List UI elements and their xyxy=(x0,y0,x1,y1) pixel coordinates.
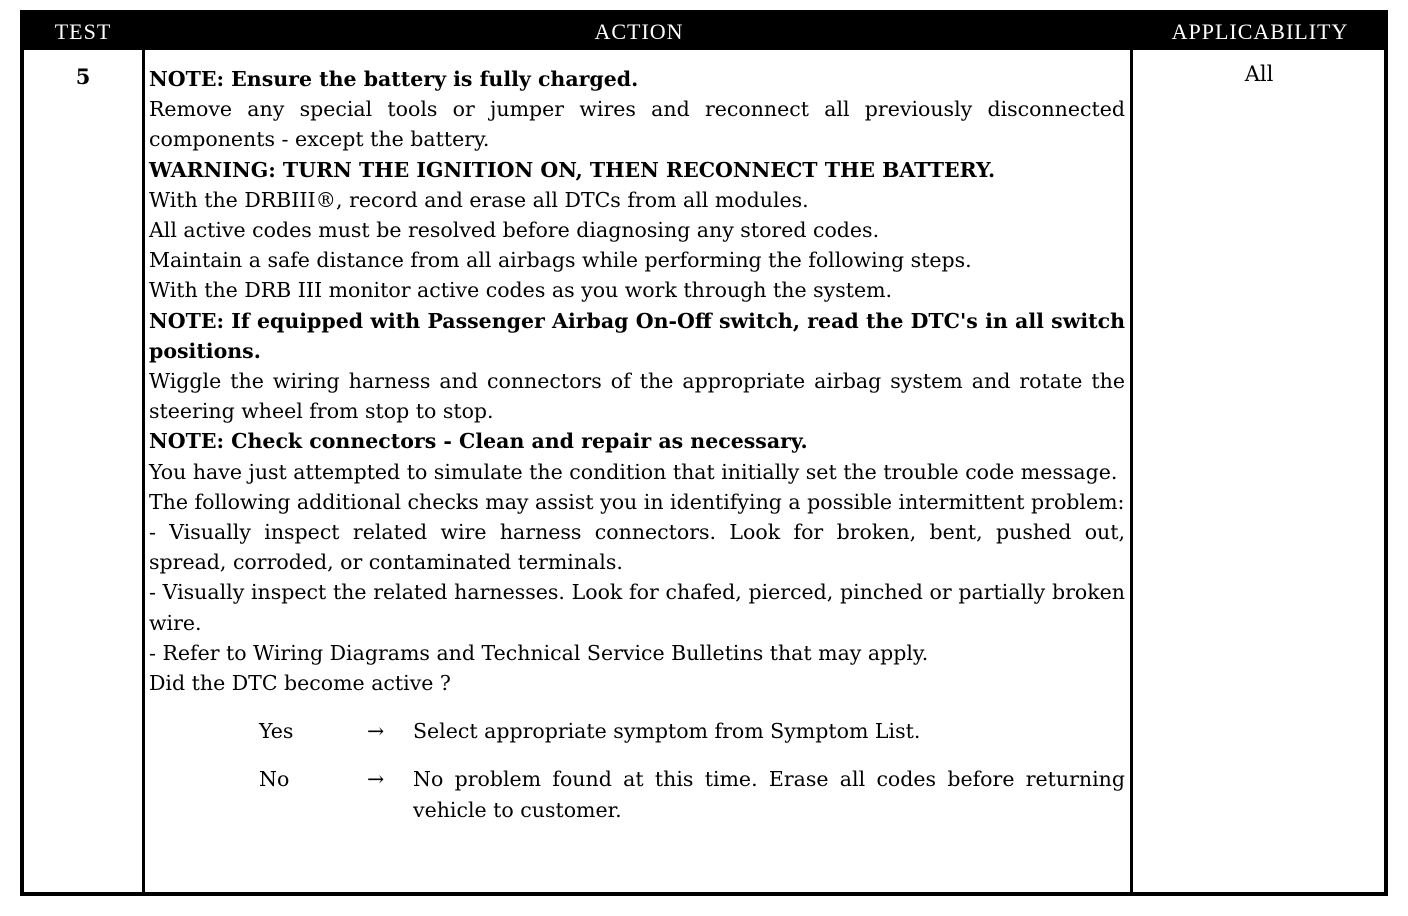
instruction-line: - Refer to Wiring Diagrams and Technical Service Bulletins that may apply. xyxy=(149,640,929,665)
instruction-line: You have just attempted to simulate the condition that initially set the trouble code message. xyxy=(149,459,1118,484)
answer-row-no xyxy=(149,764,1125,824)
column-divider xyxy=(1130,50,1133,892)
answer-row-yes xyxy=(149,716,1125,746)
arrow-right-icon: → xyxy=(367,767,385,792)
note-line: NOTE: If equipped with Passenger Airbag On-Off switch, read the DTC's in all switch positions. xyxy=(149,308,1125,363)
note-line: NOTE: Ensure the battery is fully charged. xyxy=(149,67,639,91)
action-cell xyxy=(149,64,1125,843)
answer-text: No problem found at this time. Erase all codes before returning vehicle to customer. xyxy=(413,767,1125,822)
header-test: TEST xyxy=(54,19,112,44)
action-steps xyxy=(149,64,1125,698)
header-action: ACTION xyxy=(594,19,684,44)
answer-options xyxy=(149,716,1125,825)
instruction-line: Wiggle the wiring harness and connectors of the appropriate airbag system and rotate the steering wheel from stop to stop. xyxy=(149,369,1125,424)
instruction-line: - Visually inspect related wire harness connectors. Look for broken, bent, pushed out, spread, corroded, or contaminated terminals. xyxy=(149,520,1125,575)
header-applicability: APPLICABILITY xyxy=(1171,19,1349,44)
instruction-line: With the DRBIII®, record and erase all DTCs from all modules. xyxy=(149,187,809,212)
answer-text: Select appropriate symptom from Symptom List. xyxy=(413,719,921,744)
note-line: NOTE: Check connectors - Clean and repair as necessary. xyxy=(149,429,808,454)
answer-label: No xyxy=(259,767,290,792)
instruction-line: Remove any special tools or jumper wires and reconnect all previously disconnected components - except the battery. xyxy=(149,97,1125,152)
instruction-line: Maintain a safe distance from all airbags while performing the following steps. xyxy=(149,248,972,273)
table-header-row xyxy=(24,14,1384,50)
note-line: WARNING: TURN THE IGNITION ON, THEN RECONNECT THE BATTERY. xyxy=(149,157,996,182)
applicability-value: All xyxy=(1244,62,1274,86)
instruction-line: Did the DTC become active ? xyxy=(149,671,451,696)
instruction-line: - Visually inspect the related harnesses. Look for chafed, pierced, pinched or partially broken wire. xyxy=(149,580,1125,635)
column-divider xyxy=(142,50,145,892)
test-number: 5 xyxy=(75,64,91,89)
instruction-line: All active codes must be resolved before diagnosing any stored codes. xyxy=(149,218,880,243)
diagnostic-test-table xyxy=(20,10,1388,896)
arrow-right-icon: → xyxy=(367,719,385,744)
instruction-line: The following additional checks may assist you in identifying a possible intermittent problem: xyxy=(149,489,1125,514)
instruction-line: With the DRB III monitor active codes as you work through the system. xyxy=(149,278,893,303)
answer-label: Yes xyxy=(259,719,294,744)
